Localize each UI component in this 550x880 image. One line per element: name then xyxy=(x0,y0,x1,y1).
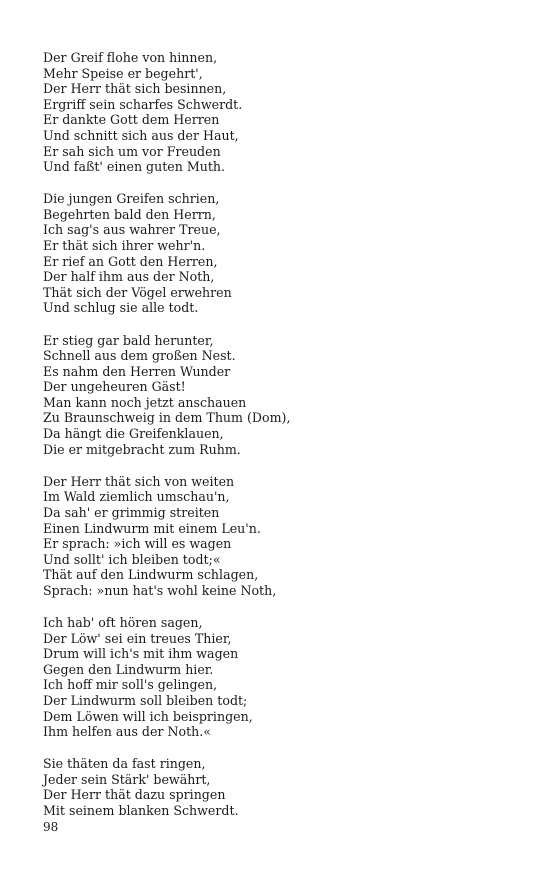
stanza-3 xyxy=(43,333,513,458)
poem-page xyxy=(43,50,513,835)
stanza-5 xyxy=(43,615,513,740)
stanza-6 xyxy=(43,756,513,818)
poem-line: Der Lindwurm soll bleiben todt; xyxy=(43,692,248,708)
poem-line: Es nahm den Herren Wunder xyxy=(43,363,231,379)
poem-line: Thät auf den Lindwurm schlagen, xyxy=(43,567,259,583)
poem-line: Da sah' er grimmig streiten xyxy=(43,504,220,520)
poem-line: Drum will ich's mit ihm wagen xyxy=(43,646,239,662)
poem-line: Und sollt' ich bleiben todt;« xyxy=(43,551,221,567)
poem-line: Die jungen Greifen schrien, xyxy=(43,191,220,207)
poem-line: Da hängt die Greifenklauen, xyxy=(43,426,224,442)
poem-line: Und faßt' einen guten Muth. xyxy=(43,159,226,175)
poem-line: Ich hoff mir soll's gelingen, xyxy=(43,677,218,693)
poem-line: Er stieg gar bald herunter, xyxy=(43,332,214,348)
stanza-4 xyxy=(43,474,513,599)
poem-line: Jeder sein Stärk' bewährt, xyxy=(43,771,211,787)
poem-line: Zu Braunschweig in dem Thum (Dom), xyxy=(43,410,291,426)
poem-line: Man kann noch jetzt anschauen xyxy=(43,394,247,410)
poem-line: Gegen den Lindwurm hier. xyxy=(43,661,214,677)
poem-line: Der Herr thät sich besinnen, xyxy=(43,81,227,97)
poem-line: Einen Lindwurm mit einem Leu'n. xyxy=(43,520,261,536)
poem-line: Er sprach: »ich will es wagen xyxy=(43,536,232,552)
poem-line: Der ungeheuren Gäst! xyxy=(43,379,186,395)
poem-line: Ergriff sein scharfes Schwerdt. xyxy=(43,96,243,112)
poem-line: Mit seinem blanken Schwerdt. xyxy=(43,803,239,819)
stanza-2 xyxy=(43,191,513,316)
poem-line: Die er mitgebracht zum Ruhm. xyxy=(43,441,241,457)
poem-line: Ich hab' oft hören sagen, xyxy=(43,615,203,630)
poem-line: Schnell aus dem großen Nest. xyxy=(43,348,236,364)
poem-line: Der Herr thät dazu springen xyxy=(43,787,226,803)
poem-line: Ich sag's aus wahrer Treue, xyxy=(43,222,221,238)
poem-line: Mehr Speise er begehrt', xyxy=(43,65,203,81)
poem-line: Der Greif flohe von hinnen, xyxy=(43,50,218,65)
poem-line: Im Wald ziemlich umschau'n, xyxy=(43,489,230,505)
poem-line: Der half ihm aus der Noth, xyxy=(43,269,215,285)
poem-line: Thät sich der Vögel erwehren xyxy=(43,284,232,300)
poem-line: Ihm helfen aus der Noth.« xyxy=(43,724,211,740)
poem-line: Der Löw' sei ein treues Thier, xyxy=(43,630,232,646)
poem-line: Er thät sich ihrer wehr'n. xyxy=(43,238,206,254)
page-number: 98 xyxy=(43,820,59,834)
poem-line: Sie thäten da fast ringen, xyxy=(43,756,206,772)
stanza-1 xyxy=(43,50,513,175)
poem-line: Begehrten bald den Herrn, xyxy=(43,206,216,222)
poem-line: Und schnitt sich aus der Haut, xyxy=(43,127,239,143)
poem-line: Er dankte Gott dem Herren xyxy=(43,112,220,128)
poem-line: Dem Löwen will ich beispringen, xyxy=(43,708,253,724)
poem-line: Der Herr thät sich von weiten xyxy=(43,473,235,489)
poem-line: Sprach: »nun hat's wohl keine Noth, xyxy=(43,582,277,598)
poem-line: Er rief an Gott den Herren, xyxy=(43,253,218,269)
poem-line: Er sah sich um vor Freuden xyxy=(43,143,221,159)
poem-line: Und schlug sie alle todt. xyxy=(43,300,199,316)
